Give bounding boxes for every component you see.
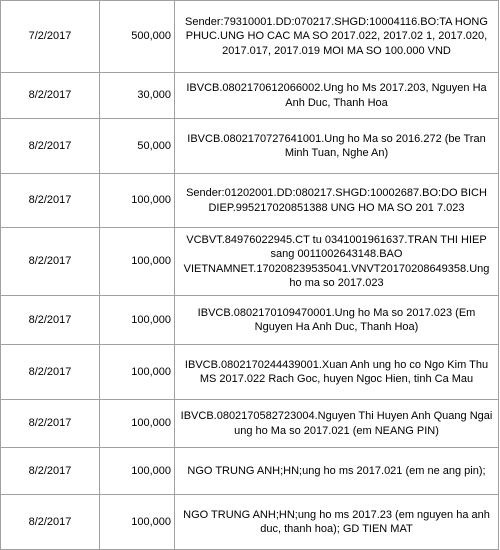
- description-cell: IBVCB.0802170582723004.Nguyen Thi Huyen Anh Quang Ngai ung ho Ma so 2017.021 (em NEANG PIN): [175, 400, 499, 448]
- amount-cell: 500,000: [100, 1, 175, 73]
- amount-cell: 100,000: [100, 400, 175, 448]
- amount-cell: 100,000: [100, 296, 175, 345]
- description-cell: NGO TRUNG ANH;HN;ung ho ms 2017.021 (em ne ang pin);: [175, 448, 499, 495]
- amount-cell: 100,000: [100, 495, 175, 550]
- table-row: [1, 228, 499, 296]
- table-row: [1, 73, 499, 119]
- description-cell: IBVCB.0802170727641001.Ung ho Ma so 2016.272 (be Tran Minh Tuan, Nghe An): [175, 119, 499, 174]
- table-row: [1, 448, 499, 495]
- amount-cell: 50,000: [100, 119, 175, 174]
- description-cell: IBVCB.0802170244439001.Xuan Anh ung ho co Ngo Kim Thu MS 2017.022 Rach Goc, huyen Ngoc Hien, tinh Ca Mau: [175, 345, 499, 400]
- amount-cell: 30,000: [100, 73, 175, 119]
- table-row: [1, 1, 499, 73]
- transaction-table-body: [1, 1, 499, 550]
- amount-cell: 100,000: [100, 174, 175, 228]
- amount-cell: 100,000: [100, 228, 175, 296]
- date-cell: 8/2/2017: [1, 228, 100, 296]
- amount-cell: 100,000: [100, 345, 175, 400]
- description-cell: Sender:79310001.DD:070217.SHGD:10004116.BO:TA HONG PHUC.UNG HO CAC MA SO 2017.022, 2017.02 1, 2017.020, 2017.017, 2017.019 MOI MA SO 100.000 VND: [175, 1, 499, 73]
- table-row: [1, 174, 499, 228]
- date-cell: 7/2/2017: [1, 1, 100, 73]
- date-cell: 8/2/2017: [1, 400, 100, 448]
- description-cell: IBVCB.0802170109470001.Ung ho Ma so 2017.023 (Em Nguyen Ha Anh Duc, Thanh Hoa): [175, 296, 499, 345]
- table-row: [1, 296, 499, 345]
- date-cell: 8/2/2017: [1, 73, 100, 119]
- date-cell: 8/2/2017: [1, 448, 100, 495]
- date-cell: 8/2/2017: [1, 345, 100, 400]
- table-row: [1, 119, 499, 174]
- table-row: [1, 400, 499, 448]
- table-row: [1, 345, 499, 400]
- description-cell: Sender:01202001.DD:080217.SHGD:10002687.BO:DO BICH DIEP.995217020851388 UNG HO MA SO 201 7.023: [175, 174, 499, 228]
- description-cell: NGO TRUNG ANH;HN;ung ho ms 2017.23 (em nguyen ha anh duc, thanh hoa); GD TIEN MAT: [175, 495, 499, 550]
- date-cell: 8/2/2017: [1, 119, 100, 174]
- description-cell: IBVCB.0802170612066002.Ung ho Ms 2017.203, Nguyen Ha Anh Duc, Thanh Hoa: [175, 73, 499, 119]
- amount-cell: 100,000: [100, 448, 175, 495]
- date-cell: 8/2/2017: [1, 495, 100, 550]
- date-cell: 8/2/2017: [1, 296, 100, 345]
- table-row: [1, 495, 499, 550]
- description-cell: VCBVT.84976022945.CT tu 0341001961637.TRAN THI HIEP sang 0011002643148.BAO VIETNAMNET.170208239535041.VNVT20170208649358.Ung ho ma so 2017.023: [175, 228, 499, 296]
- date-cell: 8/2/2017: [1, 174, 100, 228]
